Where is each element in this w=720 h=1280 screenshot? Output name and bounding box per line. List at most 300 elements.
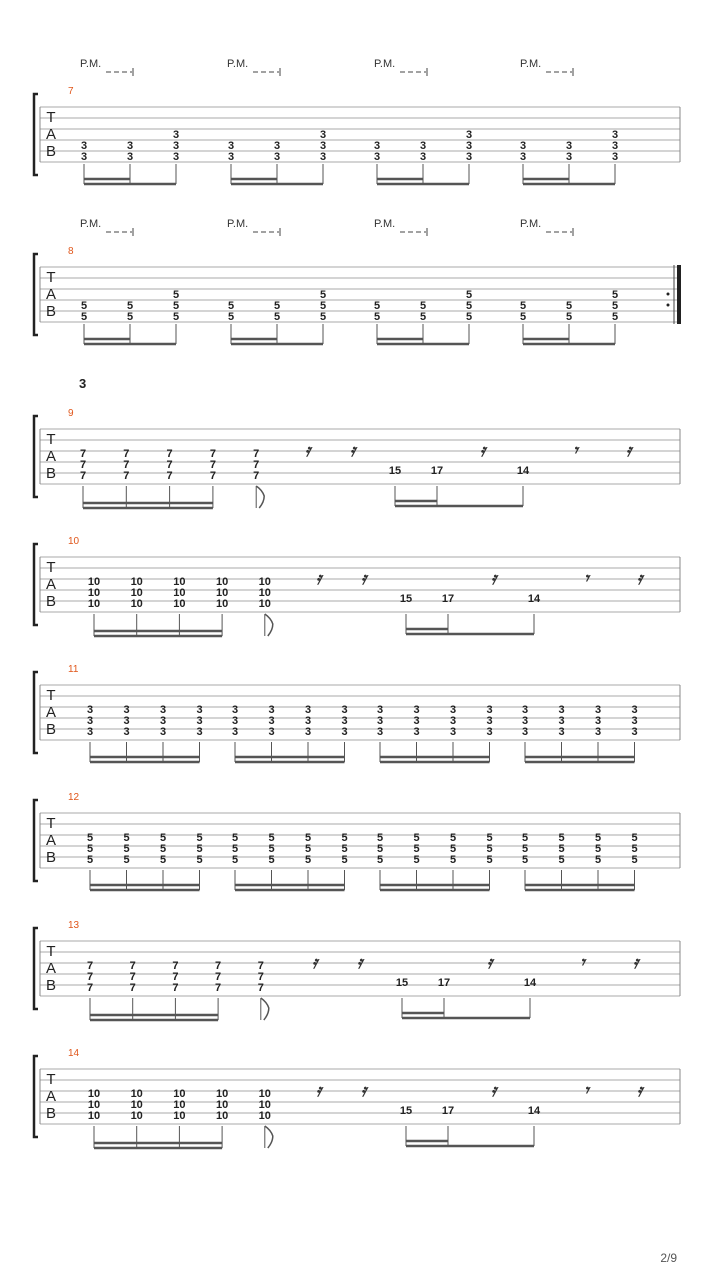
fret-number: 3 — [631, 704, 638, 716]
fret-number: 5 — [273, 300, 281, 312]
tab-clef-letter: A — [45, 126, 57, 143]
fret-number: 3 — [319, 129, 327, 141]
fret-number: 10 — [215, 598, 229, 610]
tab-clef-letter: B — [45, 593, 57, 610]
fret-number: 10 — [173, 1099, 186, 1111]
fret-number: 3 — [611, 151, 619, 163]
fret-number: 3 — [521, 715, 529, 727]
fret-number: 5 — [227, 311, 235, 323]
palm-mute-label: P.M. — [374, 218, 396, 230]
fret-number: 7 — [86, 960, 94, 972]
fret-number: 5 — [341, 843, 348, 855]
fret-number: 3 — [304, 715, 312, 727]
fret-number: 10 — [258, 1088, 271, 1100]
fret-number: 10 — [258, 576, 271, 588]
tab-system — [34, 792, 680, 890]
system-bracket — [34, 928, 38, 1009]
tab-clef-letter: T — [46, 559, 56, 576]
rest-symbol: 𝄿 — [361, 569, 367, 589]
measure-number: 7 — [68, 86, 74, 97]
rest-symbol: 𝄿 — [316, 1081, 322, 1101]
fret-number: 5 — [449, 854, 457, 866]
fret-number: 3 — [419, 151, 427, 163]
fret-number: 5 — [273, 311, 281, 323]
fret-number: 3 — [86, 726, 94, 738]
fret-number: 5 — [304, 843, 312, 855]
measure-number: 13 — [68, 920, 80, 931]
fret-number: 5 — [419, 300, 427, 312]
fret-number: 3 — [172, 151, 180, 163]
fret-number: 7 — [253, 459, 260, 471]
fret-number: 7 — [257, 982, 264, 994]
fret-number: 7 — [86, 982, 94, 994]
fret-number: 5 — [594, 854, 602, 866]
rest-symbol: 𝄿 — [491, 569, 497, 589]
fret-number: 10 — [215, 1110, 229, 1122]
fret-number: 7 — [79, 448, 87, 460]
repeat-dot — [667, 304, 670, 307]
rest-symbol: 𝄾 — [573, 441, 578, 461]
tab-clef-letter: A — [45, 1088, 57, 1105]
measure-number: 8 — [68, 246, 74, 257]
fret-number: 7 — [215, 971, 222, 983]
fret-number: 3 — [304, 704, 312, 716]
fret-number: 5 — [159, 854, 167, 866]
fret-number: 5 — [521, 832, 529, 844]
fret-number: 10 — [87, 1088, 101, 1100]
tab-clef-letter: T — [46, 1071, 56, 1088]
rest-symbol: 𝄾 — [584, 1081, 589, 1101]
system-bracket — [34, 1056, 38, 1137]
fret-number: 5 — [319, 300, 327, 312]
fret-number: 5 — [268, 832, 275, 844]
fret-number: 5 — [565, 311, 573, 323]
tab-clef-letter: B — [45, 849, 57, 866]
system-bracket — [34, 544, 38, 625]
fret-number: 5 — [631, 843, 638, 855]
fret-number: 5 — [558, 843, 565, 855]
measure-number: 10 — [68, 536, 80, 547]
palm-mute-label: P.M. — [80, 58, 102, 70]
fret-number: 3 — [341, 704, 348, 716]
system-bracket — [34, 254, 38, 335]
fret-number: 3 — [231, 704, 239, 716]
rest-symbol: 𝄾 — [580, 953, 585, 973]
fret-number: 10 — [173, 587, 186, 599]
fret-number: 14 — [527, 593, 541, 605]
fret-number: 5 — [594, 843, 602, 855]
rest-symbol: 𝄿 — [350, 441, 356, 461]
tab-system — [34, 920, 680, 1020]
rest-symbol: 𝄿 — [361, 1081, 367, 1101]
fret-number: 3 — [449, 715, 457, 727]
fret-number: 5 — [413, 843, 420, 855]
fret-number: 5 — [558, 854, 565, 866]
fret-number: 10 — [173, 1088, 186, 1100]
system-bracket — [34, 416, 38, 497]
fret-number: 3 — [86, 715, 94, 727]
fret-number: 3 — [413, 704, 420, 716]
fret-number: 7 — [129, 982, 136, 994]
system-bracket — [34, 94, 38, 175]
fret-number: 5 — [449, 843, 457, 855]
fret-number: 7 — [253, 448, 260, 460]
fret-number: 3 — [172, 140, 180, 152]
tab-clef-letter: B — [45, 303, 57, 320]
fret-number: 5 — [126, 300, 134, 312]
fret-number: 3 — [80, 140, 88, 152]
fret-number: 5 — [319, 289, 327, 301]
note-flag — [265, 614, 273, 636]
fret-number: 5 — [594, 832, 602, 844]
fret-number: 10 — [215, 576, 229, 588]
fret-number: 5 — [521, 854, 529, 866]
fret-number: 3 — [519, 151, 527, 163]
fret-number: 7 — [79, 470, 87, 482]
fret-number: 3 — [123, 704, 130, 716]
fret-number: 5 — [80, 300, 88, 312]
fret-number: 3 — [465, 129, 473, 141]
fret-number: 10 — [173, 598, 186, 610]
tab-clef-letter: B — [45, 721, 57, 738]
fret-number: 5 — [486, 843, 493, 855]
fret-number: 7 — [209, 448, 216, 460]
fret-number: 5 — [341, 832, 348, 844]
fret-number: 3 — [126, 151, 134, 163]
fret-number: 3 — [465, 151, 473, 163]
fret-number: 5 — [519, 311, 527, 323]
fret-number: 3 — [227, 140, 235, 152]
fret-number: 5 — [304, 854, 312, 866]
fret-number: 5 — [227, 300, 235, 312]
fret-number: 7 — [257, 960, 264, 972]
fret-number: 5 — [304, 832, 312, 844]
tab-clef-letter: T — [46, 687, 56, 704]
fret-number: 7 — [166, 470, 173, 482]
fret-number: 5 — [123, 832, 130, 844]
fret-number: 10 — [130, 1099, 143, 1111]
fret-number: 5 — [376, 843, 384, 855]
tab-clef-letter: B — [45, 1105, 57, 1122]
tab-clef-letter: A — [45, 832, 57, 849]
measure-number: 11 — [68, 664, 79, 675]
palm-mute-label: P.M. — [80, 218, 102, 230]
fret-number: 17 — [441, 593, 455, 605]
tab-clef-letter: A — [45, 960, 57, 977]
fret-number: 3 — [558, 715, 565, 727]
fret-number: 3 — [86, 704, 94, 716]
fret-number: 10 — [258, 1110, 271, 1122]
fret-number: 14 — [516, 465, 530, 477]
tab-system — [34, 58, 680, 184]
fret-number: 5 — [373, 300, 381, 312]
tab-clef-letter: T — [46, 815, 56, 832]
fret-number: 3 — [341, 715, 348, 727]
fret-number: 5 — [86, 843, 94, 855]
fret-number: 5 — [611, 311, 619, 323]
fret-number: 5 — [123, 854, 130, 866]
fret-number: 5 — [519, 300, 527, 312]
fret-number: 3 — [558, 726, 565, 738]
fret-number: 3 — [519, 140, 527, 152]
fret-number: 3 — [273, 151, 281, 163]
fret-number: 10 — [130, 598, 143, 610]
fret-number: 7 — [86, 971, 94, 983]
fret-number: 5 — [465, 311, 473, 323]
tab-system — [34, 664, 680, 762]
note-flag — [256, 486, 264, 508]
fret-number: 10 — [87, 1099, 101, 1111]
fret-number: 3 — [172, 129, 180, 141]
fret-number: 15 — [399, 1105, 413, 1117]
rest-symbol: 𝄿 — [305, 441, 311, 461]
fret-number: 5 — [172, 311, 180, 323]
fret-number: 10 — [87, 598, 101, 610]
fret-number: 5 — [565, 300, 573, 312]
fret-number: 5 — [159, 843, 167, 855]
note-flag — [265, 1126, 273, 1148]
fret-number: 10 — [130, 1110, 143, 1122]
fret-number: 5 — [231, 832, 239, 844]
fret-number: 3 — [558, 704, 565, 716]
fret-number: 5 — [172, 289, 180, 301]
fret-number: 3 — [486, 726, 493, 738]
fret-number: 7 — [257, 971, 264, 983]
fret-number: 3 — [319, 151, 327, 163]
system-bracket — [34, 800, 38, 881]
fret-number: 5 — [465, 289, 473, 301]
fret-number: 5 — [419, 311, 427, 323]
palm-mute-label: P.M. — [520, 218, 542, 230]
palm-mute-label: P.M. — [374, 58, 396, 70]
fret-number: 5 — [123, 843, 130, 855]
fret-number: 3 — [159, 726, 167, 738]
fret-number: 3 — [196, 715, 203, 727]
fret-number: 7 — [166, 459, 173, 471]
fret-number: 3 — [231, 715, 239, 727]
fret-number: 7 — [215, 982, 222, 994]
fret-number: 5 — [231, 854, 239, 866]
fret-number: 3 — [486, 704, 493, 716]
tab-system — [34, 218, 681, 344]
fret-number: 10 — [130, 587, 143, 599]
fret-number: 3 — [449, 726, 457, 738]
fret-number: 5 — [196, 854, 203, 866]
fret-number: 10 — [215, 1088, 229, 1100]
fret-number: 5 — [172, 300, 180, 312]
fret-number: 5 — [126, 311, 134, 323]
fret-number: 3 — [273, 140, 281, 152]
fret-number: 3 — [319, 140, 327, 152]
fret-number: 7 — [123, 448, 130, 460]
fret-number: 3 — [419, 140, 427, 152]
fret-number: 3 — [594, 704, 602, 716]
fret-number: 3 — [449, 704, 457, 716]
fret-number: 3 — [196, 726, 203, 738]
fret-number: 10 — [215, 587, 229, 599]
fret-number: 3 — [341, 726, 348, 738]
fret-number: 3 — [594, 715, 602, 727]
fret-number: 5 — [486, 832, 493, 844]
fret-number: 5 — [558, 832, 565, 844]
fret-number: 3 — [227, 151, 235, 163]
rest-symbol: 𝄿 — [312, 953, 318, 973]
fret-number: 7 — [79, 459, 87, 471]
page-number: 2/9 — [660, 1251, 677, 1265]
fret-number: 3 — [631, 726, 638, 738]
fret-number: 3 — [376, 704, 384, 716]
fret-number: 10 — [258, 587, 271, 599]
palm-mute-label: P.M. — [227, 218, 249, 230]
fret-number: 3 — [611, 140, 619, 152]
fret-number: 10 — [258, 598, 271, 610]
fret-number: 3 — [521, 704, 529, 716]
fret-number: 3 — [373, 151, 381, 163]
rest-symbol: 𝄿 — [626, 441, 632, 461]
fret-number: 10 — [130, 576, 143, 588]
tab-system — [34, 536, 680, 636]
tab-system — [34, 1048, 680, 1148]
measure-number: 9 — [68, 408, 74, 419]
fret-number: 7 — [166, 448, 173, 460]
fret-number: 5 — [631, 854, 638, 866]
tab-system — [34, 376, 680, 508]
fret-number: 3 — [465, 140, 473, 152]
fret-number: 5 — [611, 289, 619, 301]
rest-symbol: 𝄿 — [487, 953, 493, 973]
fret-number: 5 — [86, 854, 94, 866]
fret-number: 7 — [209, 459, 216, 471]
fret-number: 5 — [449, 832, 457, 844]
rest-symbol: 𝄿 — [357, 953, 363, 973]
fret-number: 5 — [521, 843, 529, 855]
fret-number: 7 — [129, 960, 136, 972]
fret-number: 3 — [123, 726, 130, 738]
rest-symbol: 𝄿 — [637, 569, 643, 589]
fret-number: 5 — [196, 832, 203, 844]
tuplet-marker: 3 — [79, 376, 87, 391]
fret-number: 3 — [486, 715, 493, 727]
fret-number: 14 — [527, 1105, 541, 1117]
system-bracket — [34, 672, 38, 753]
fret-number: 3 — [231, 726, 239, 738]
tab-clef-letter: A — [45, 576, 57, 593]
tab-clef-letter: A — [45, 448, 57, 465]
fret-number: 5 — [319, 311, 327, 323]
fret-number: 3 — [123, 715, 130, 727]
repeat-thick-bar — [677, 265, 681, 324]
fret-number: 5 — [376, 854, 384, 866]
tab-clef-letter: T — [46, 269, 56, 286]
fret-number: 10 — [87, 587, 101, 599]
fret-number: 3 — [268, 715, 275, 727]
fret-number: 3 — [565, 140, 573, 152]
fret-number: 3 — [376, 715, 384, 727]
fret-number: 5 — [80, 311, 88, 323]
fret-number: 10 — [173, 576, 186, 588]
fret-number: 3 — [126, 140, 134, 152]
fret-number: 3 — [376, 726, 384, 738]
fret-number: 5 — [486, 854, 493, 866]
fret-number: 7 — [123, 459, 130, 471]
fret-number: 3 — [196, 704, 203, 716]
tab-clef-letter: A — [45, 704, 57, 721]
tab-clef-letter: T — [46, 431, 56, 448]
fret-number: 5 — [413, 832, 420, 844]
tab-clef-letter: B — [45, 977, 57, 994]
fret-number: 7 — [253, 470, 260, 482]
fret-number: 7 — [172, 960, 179, 972]
fret-number: 5 — [631, 832, 638, 844]
rest-symbol: 𝄿 — [637, 1081, 643, 1101]
note-flag — [261, 998, 269, 1020]
fret-number: 3 — [631, 715, 638, 727]
tab-clef-letter: B — [45, 143, 57, 160]
fret-number: 5 — [196, 843, 203, 855]
fret-number: 10 — [87, 1110, 101, 1122]
fret-number: 10 — [215, 1099, 229, 1111]
fret-number: 3 — [611, 129, 619, 141]
fret-number: 7 — [123, 470, 130, 482]
fret-number: 5 — [231, 843, 239, 855]
fret-number: 17 — [437, 977, 451, 989]
fret-number: 3 — [159, 704, 167, 716]
fret-number: 3 — [159, 715, 167, 727]
fret-number: 10 — [258, 1099, 271, 1111]
fret-number: 3 — [268, 726, 275, 738]
rest-symbol: 𝄾 — [584, 569, 589, 589]
fret-number: 3 — [413, 715, 420, 727]
fret-number: 15 — [399, 593, 413, 605]
tab-clef-letter: T — [46, 943, 56, 960]
fret-number: 17 — [430, 465, 444, 477]
rest-symbol: 𝄿 — [491, 1081, 497, 1101]
fret-number: 3 — [268, 704, 275, 716]
fret-number: 15 — [395, 977, 409, 989]
fret-number: 14 — [523, 977, 537, 989]
palm-mute-label: P.M. — [520, 58, 542, 70]
fret-number: 10 — [87, 576, 101, 588]
tab-clef-letter: B — [45, 465, 57, 482]
fret-number: 3 — [80, 151, 88, 163]
fret-number: 3 — [521, 726, 529, 738]
rest-symbol: 𝄿 — [480, 441, 486, 461]
fret-number: 3 — [594, 726, 602, 738]
fret-number: 15 — [388, 465, 402, 477]
fret-number: 17 — [441, 1105, 455, 1117]
fret-number: 3 — [413, 726, 420, 738]
fret-number: 5 — [413, 854, 420, 866]
repeat-dot — [667, 293, 670, 296]
fret-number: 5 — [465, 300, 473, 312]
measure-number: 14 — [68, 1048, 80, 1059]
fret-number: 3 — [373, 140, 381, 152]
fret-number: 5 — [373, 311, 381, 323]
tab-clef-letter: T — [46, 109, 56, 126]
fret-number: 3 — [304, 726, 312, 738]
fret-number: 3 — [565, 151, 573, 163]
fret-number: 5 — [159, 832, 167, 844]
fret-number: 5 — [86, 832, 94, 844]
measure-number: 12 — [68, 792, 80, 803]
fret-number: 5 — [341, 854, 348, 866]
fret-number: 5 — [268, 843, 275, 855]
fret-number: 5 — [376, 832, 384, 844]
tab-clef-letter: A — [45, 286, 57, 303]
fret-number: 10 — [130, 1088, 143, 1100]
rest-symbol: 𝄿 — [316, 569, 322, 589]
fret-number: 7 — [129, 971, 136, 983]
